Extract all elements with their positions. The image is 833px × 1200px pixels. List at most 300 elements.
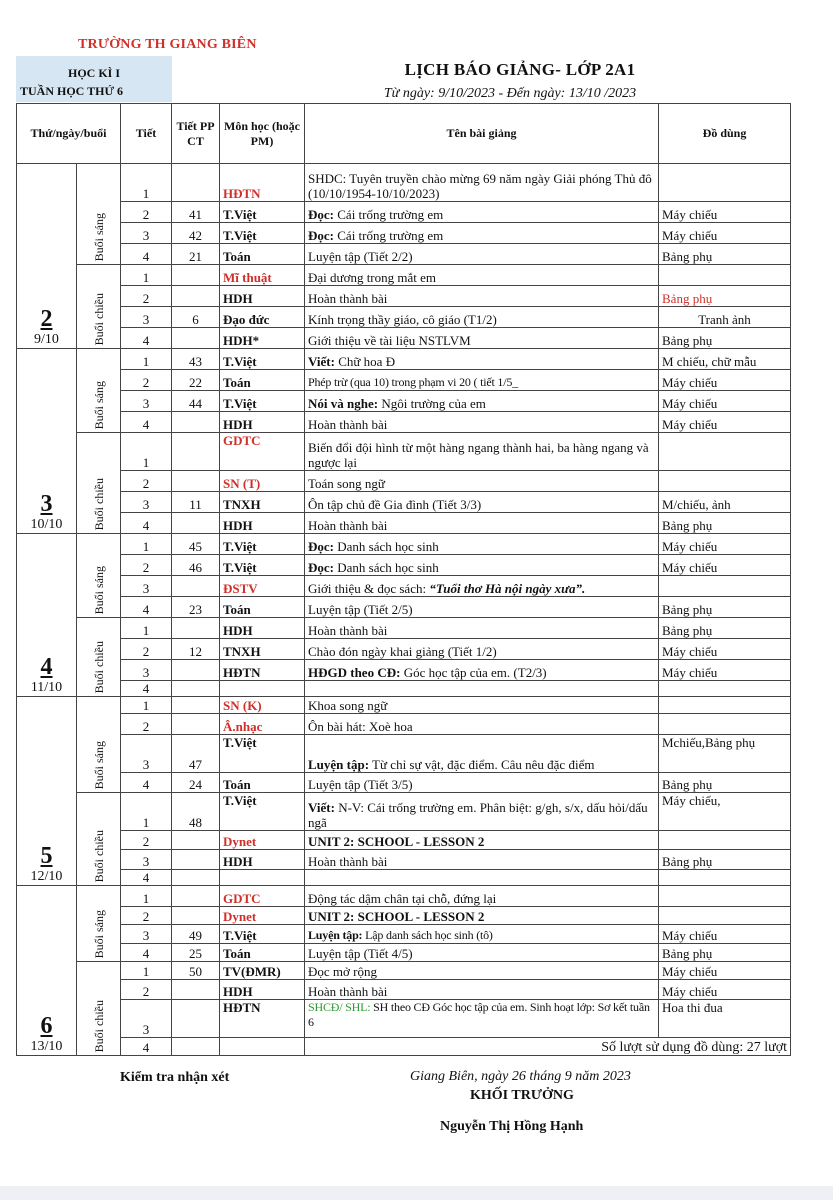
ppct-cell: 49 (172, 925, 220, 944)
equipment-cell (659, 681, 791, 697)
day-cell (17, 349, 77, 534)
book-title: “Tuổi thơ Hà nội ngày xưa”. (429, 581, 586, 596)
subject-cell: HDH (220, 980, 305, 1000)
lesson-label: HĐGD theo CĐ: (308, 665, 401, 680)
lesson-label: Viết: (308, 800, 335, 815)
equipment-cell (659, 576, 791, 597)
ppct-cell: 47 (172, 735, 220, 773)
equipment-cell (659, 831, 791, 850)
ppct-cell (172, 576, 220, 597)
table-row (17, 831, 791, 850)
period-cell: 4 (121, 513, 172, 534)
header-day: Thứ/ngày/buổi (17, 104, 121, 164)
day-cell (17, 534, 77, 697)
table-row (17, 907, 791, 925)
session-label: Buổi chiều (91, 829, 106, 882)
school-name: TRƯỜNG TH GIANG BIÊN (78, 37, 257, 52)
equipment-cell: Máy chiếu (659, 980, 791, 1000)
table-row (17, 962, 791, 980)
equipment-cell: Máy chiếu (659, 412, 791, 433)
session-label: Buổi sáng (91, 909, 106, 958)
equipment-cell: Máy chiếu (659, 391, 791, 412)
lesson-cell: Hoàn thành bài (305, 618, 659, 639)
ppct-cell (172, 850, 220, 870)
session-label: Buổi sáng (91, 565, 106, 614)
lesson-label: Đọc: (308, 539, 334, 554)
table-row (17, 697, 791, 714)
lesson-cell: Hoàn thành bài (305, 513, 659, 534)
equipment-cell: M chiếu, chữ mẫu (659, 349, 791, 370)
subject-cell: Dynet (220, 831, 305, 850)
session-afternoon (77, 265, 121, 349)
period-cell: 2 (121, 980, 172, 1000)
day-number: 2 (40, 306, 53, 332)
lesson-cell: SHCĐ/ SHL: SH theo CĐ Góc học tập của em. Sinh hoạt lớp: Sơ kết tuần 6 (305, 1000, 659, 1038)
equipment-usage-summary: Số lượt sử dụng đồ dùng: 27 lượt (305, 1038, 791, 1056)
session-label: Buổi chiều (91, 640, 106, 693)
lesson-cell: Đại dương trong mắt em (305, 265, 659, 286)
day-number: 6 (40, 1013, 53, 1039)
lesson-cell: Đọc: Danh sách học sinh (305, 534, 659, 555)
period-cell: 3 (121, 735, 172, 773)
period-cell: 2 (121, 286, 172, 307)
period-cell: 2 (121, 639, 172, 660)
ppct-cell: 42 (172, 223, 220, 244)
signer-role: KHỐI TRƯỞNG (470, 1088, 574, 1103)
lesson-cell: Nói và nghe: Ngôi trường của em (305, 391, 659, 412)
equipment-cell (659, 164, 791, 202)
period-cell: 4 (121, 870, 172, 886)
period-cell: 3 (121, 576, 172, 597)
ppct-cell: 48 (172, 793, 220, 831)
period-cell: 1 (121, 164, 172, 202)
session-afternoon (77, 433, 121, 534)
ppct-cell: 25 (172, 944, 220, 962)
period-cell: 2 (121, 202, 172, 223)
equipment-cell: Máy chiếu (659, 534, 791, 555)
table-row (17, 681, 791, 697)
period-cell: 4 (121, 1038, 172, 1056)
equipment-cell: Bảng phụ (659, 773, 791, 793)
table-row (17, 886, 791, 907)
ppct-cell (172, 697, 220, 714)
period-cell: 3 (121, 925, 172, 944)
ppct-cell (172, 513, 220, 534)
table-row (17, 714, 791, 735)
subject-cell (220, 870, 305, 886)
header-ppct: Tiết PP CT (172, 104, 220, 164)
header-lesson: Tên bài giảng (305, 104, 659, 164)
period-cell: 4 (121, 328, 172, 349)
period-cell: 1 (121, 697, 172, 714)
review-label: Kiểm tra nhận xét (120, 1070, 230, 1085)
subject-cell: HDH (220, 412, 305, 433)
day-number: 3 (40, 491, 53, 517)
ppct-cell (172, 870, 220, 886)
subject-cell: TNXH (220, 639, 305, 660)
equipment-cell (659, 907, 791, 925)
table-row (17, 618, 791, 639)
day-date: 10/10 (30, 517, 63, 532)
subject-cell: T.Việt (220, 391, 305, 412)
equipment-cell: Bảng phụ (659, 944, 791, 962)
period-cell: 1 (121, 962, 172, 980)
subject-cell: T.Việt (220, 202, 305, 223)
ppct-cell: 21 (172, 244, 220, 265)
session-label: Buổi sáng (91, 740, 106, 789)
equipment-cell (659, 265, 791, 286)
ppct-cell (172, 618, 220, 639)
table-row (17, 265, 791, 286)
subject-cell: Dynet (220, 907, 305, 925)
ppct-cell (172, 831, 220, 850)
equipment-cell: Bảng phụ (659, 286, 791, 307)
lesson-label: Đọc: (308, 228, 334, 243)
table-row (17, 793, 791, 831)
lesson-label: Viết: (308, 354, 335, 369)
session-label: Buổi chiều (91, 292, 106, 345)
table-row (17, 244, 791, 265)
table-row (17, 576, 791, 597)
ppct-cell: 41 (172, 202, 220, 223)
period-cell: 4 (121, 244, 172, 265)
subject-cell: Mĩ thuật (220, 265, 305, 286)
equipment-cell: Máy chiếu (659, 660, 791, 681)
day-number: 5 (40, 843, 53, 869)
ppct-cell (172, 164, 220, 202)
equipment-cell: Bảng phụ (659, 244, 791, 265)
table-row (17, 223, 791, 244)
lesson-cell: UNIT 2: SCHOOL - LESSON 2 (305, 831, 659, 850)
period-cell: 3 (121, 850, 172, 870)
equipment-cell: Bảng phụ (659, 513, 791, 534)
ppct-cell (172, 328, 220, 349)
lesson-cell: Khoa song ngữ (305, 697, 659, 714)
day-date: 12/10 (30, 869, 63, 884)
session-label: Buổi chiều (91, 477, 106, 530)
period-cell: 2 (121, 370, 172, 391)
ppct-cell: 46 (172, 555, 220, 576)
lesson-cell: Luyện tập (Tiết 4/5) (305, 944, 659, 962)
ppct-cell (172, 907, 220, 925)
subject-cell: T.Việt (220, 555, 305, 576)
equipment-cell (659, 886, 791, 907)
table-row (17, 286, 791, 307)
table-row (17, 639, 791, 660)
equipment-cell: M/chiếu, ảnh (659, 492, 791, 513)
ppct-cell: 23 (172, 597, 220, 618)
subject-cell: ĐSTV (220, 576, 305, 597)
table-row (17, 980, 791, 1000)
lesson-cell: Ôn bài hát: Xoè hoa (305, 714, 659, 735)
subject-cell: HDH (220, 850, 305, 870)
signer-name: Nguyễn Thị Hồng Hạnh (440, 1119, 584, 1134)
table-row (17, 328, 791, 349)
session-label: Buổi sáng (91, 380, 106, 429)
period-cell: 2 (121, 831, 172, 850)
subject-cell (220, 681, 305, 697)
subject-cell: HDH (220, 618, 305, 639)
session-label: Buổi chiều (91, 999, 106, 1052)
subject-cell: Toán (220, 944, 305, 962)
lesson-cell: UNIT 2: SCHOOL - LESSON 2 (305, 907, 659, 925)
ppct-cell (172, 980, 220, 1000)
date-range: Từ ngày: 9/10/2023 - Đến ngày: 13/10 /2023 (383, 86, 637, 101)
lesson-cell (305, 870, 659, 886)
ppct-cell (172, 886, 220, 907)
period-cell: 4 (121, 412, 172, 433)
equipment-cell: Máy chiếu (659, 202, 791, 223)
session-morning (77, 534, 121, 618)
lesson-cell: Hoàn thành bài (305, 286, 659, 307)
period-cell: 1 (121, 793, 172, 831)
lesson-cell: Hoàn thành bài (305, 980, 659, 1000)
period-cell: 1 (121, 534, 172, 555)
period-cell: 2 (121, 907, 172, 925)
period-cell: 3 (121, 307, 172, 328)
semester-label: HỌC KÌ I (67, 66, 120, 80)
day-date: 11/10 (30, 680, 63, 695)
period-cell: 2 (121, 714, 172, 735)
day-cell (17, 697, 77, 886)
lesson-cell: Biến đổi đội hình từ một hàng ngang thành hai, ba hàng ngang và ngược lại (305, 433, 659, 471)
lesson-cell: HĐGD theo CĐ: Góc học tập của em. (T2/3) (305, 660, 659, 681)
period-cell: 3 (121, 660, 172, 681)
period-cell: 3 (121, 1000, 172, 1038)
equipment-cell (659, 471, 791, 492)
equipment-cell (659, 714, 791, 735)
lesson-cell: Chào đón ngày khai giảng (Tiết 1/2) (305, 639, 659, 660)
subject-cell: T.Việt (220, 793, 305, 831)
subject-cell: HĐTN (220, 164, 305, 202)
lesson-cell (305, 681, 659, 697)
equipment-cell: Máy chiếu (659, 925, 791, 944)
table-row (17, 370, 791, 391)
table-row (17, 433, 791, 471)
table-row (17, 597, 791, 618)
subject-cell: SN (K) (220, 697, 305, 714)
table-row (17, 1038, 791, 1056)
ppct-cell (172, 286, 220, 307)
lesson-label: Đọc: (308, 207, 334, 222)
ppct-cell (172, 433, 220, 471)
ppct-cell (172, 660, 220, 681)
ppct-cell: 6 (172, 307, 220, 328)
period-cell: 4 (121, 944, 172, 962)
equipment-cell: Tranh ảnh (659, 307, 791, 328)
table-row (17, 471, 791, 492)
table-row (17, 925, 791, 944)
lesson-cell: Luyện tập (Tiết 2/5) (305, 597, 659, 618)
equipment-cell (659, 870, 791, 886)
day-cell (17, 886, 77, 1056)
table-row (17, 1000, 791, 1038)
lesson-cell: Luyện tập (Tiết 3/5) (305, 773, 659, 793)
session-morning (77, 349, 121, 433)
subject-cell: Toán (220, 244, 305, 265)
lesson-cell: Hoàn thành bài (305, 412, 659, 433)
lesson-cell: Ôn tập chủ đề Gia đình (Tiết 3/3) (305, 492, 659, 513)
subject-cell: T.Việt (220, 534, 305, 555)
subject-cell: HDH (220, 286, 305, 307)
ppct-cell (172, 412, 220, 433)
subject-cell: GDTC (220, 433, 305, 471)
period-cell: 2 (121, 555, 172, 576)
equipment-cell: Mchiếu,Bảng phụ (659, 735, 791, 773)
subject-cell: HDH* (220, 328, 305, 349)
table-row (17, 349, 791, 370)
equipment-cell: Máy chiếu (659, 962, 791, 980)
equipment-cell: Hoa thi đua (659, 1000, 791, 1038)
ppct-cell: 44 (172, 391, 220, 412)
subject-cell: TV(ĐMR) (220, 962, 305, 980)
place-date: Giang Biên, ngày 26 tháng 9 năm 2023 (410, 1069, 631, 1084)
subject-cell: T.Việt (220, 349, 305, 370)
header-subject: Môn học (hoặc PM) (220, 104, 305, 164)
table-row (17, 735, 791, 773)
session-morning (77, 697, 121, 793)
session-afternoon (77, 793, 121, 886)
ppct-cell: 24 (172, 773, 220, 793)
table-row (17, 307, 791, 328)
day-date: 13/10 (30, 1039, 63, 1054)
lesson-cell: Đọc: Cái trống trường em (305, 223, 659, 244)
lesson-cell: Kính trọng thầy giáo, cô giáo (T1/2) (305, 307, 659, 328)
subject-cell: SN (T) (220, 471, 305, 492)
day-cell (17, 164, 77, 349)
lesson-cell: Phép trừ (qua 10) trong phạm vi 20 ( tiết 1/5_ (305, 370, 659, 391)
lesson-cell: Viết: N-V: Cái trống trường em. Phân biệt: g/gh, s/x, dấu hỏi/dấu ngã (305, 793, 659, 831)
ppct-cell (172, 1000, 220, 1038)
schedule-table (16, 103, 791, 1056)
subject-cell: T.Việt (220, 925, 305, 944)
period-cell: 1 (121, 618, 172, 639)
table-row (17, 492, 791, 513)
lesson-cell: Luyện tập (Tiết 2/2) (305, 244, 659, 265)
lesson-label: Luyện tập: (308, 928, 363, 942)
ppct-cell: 11 (172, 492, 220, 513)
lesson-cell: SHDC: Tuyên truyền chào mừng 69 năm ngày Giải phóng Thủ đô (10/10/1954-10/10/2023) (305, 164, 659, 202)
lesson-cell: Đọc mở rộng (305, 962, 659, 980)
ppct-cell: 45 (172, 534, 220, 555)
equipment-cell (659, 433, 791, 471)
period-cell: 1 (121, 349, 172, 370)
subject-cell (220, 1038, 305, 1056)
period-cell: 1 (121, 433, 172, 471)
page-title: LỊCH BÁO GIẢNG- LỚP 2A1 (404, 60, 636, 79)
subject-cell: HĐTN (220, 660, 305, 681)
equipment-cell: Máy chiếu (659, 639, 791, 660)
subject-cell: Toán (220, 773, 305, 793)
day-date: 9/10 (34, 332, 59, 347)
subject-cell: T.Việt (220, 735, 305, 773)
header-equipment: Đồ dùng (659, 104, 791, 164)
day-number: 4 (40, 654, 53, 680)
lesson-cell: Luyện tập: Từ chỉ sự vật, đặc điểm. Câu nêu đặc điểm (305, 735, 659, 773)
session-afternoon (77, 618, 121, 697)
ppct-cell (172, 471, 220, 492)
table-row (17, 391, 791, 412)
session-label: Buổi sáng (91, 212, 106, 261)
ppct-cell (172, 1038, 220, 1056)
footer-bar (0, 1186, 833, 1200)
table-row (17, 534, 791, 555)
subject-cell: Toán (220, 597, 305, 618)
equipment-cell: Máy chiếu (659, 555, 791, 576)
lesson-cell: Toán song ngữ (305, 471, 659, 492)
lesson-label: Nói và nghe: (308, 396, 379, 411)
lesson-cell: Đọc: Danh sách học sinh (305, 555, 659, 576)
lesson-label-green: SHCĐ/ SHL: (308, 1000, 371, 1014)
header-row (17, 104, 791, 164)
subject-cell: GDTC (220, 886, 305, 907)
period-cell: 3 (121, 223, 172, 244)
subject-cell: HĐTN (220, 1000, 305, 1038)
session-afternoon (77, 962, 121, 1056)
equipment-cell: Máy chiếu (659, 223, 791, 244)
equipment-cell: Máy chiếu, (659, 793, 791, 831)
lesson-cell: Giới thiệu & đọc sách: “Tuổi thơ Hà nội ngày xưa”. (305, 576, 659, 597)
table-row (17, 773, 791, 793)
ppct-cell: 43 (172, 349, 220, 370)
lesson-label: Luyện tập: (308, 757, 370, 772)
subject-cell: TNXH (220, 492, 305, 513)
subject-cell: HDH (220, 513, 305, 534)
table-row (17, 164, 791, 202)
subject-cell: Đạo đức (220, 307, 305, 328)
period-cell: 1 (121, 886, 172, 907)
table-row (17, 660, 791, 681)
table-row (17, 870, 791, 886)
lesson-label: Đọc: (308, 560, 334, 575)
ppct-cell (172, 681, 220, 697)
lesson-cell: Đọc: Cái trống trường em (305, 202, 659, 223)
week-label: TUẦN HỌC THỨ 6 (20, 84, 124, 98)
equipment-cell: Bảng phụ (659, 597, 791, 618)
equipment-cell: Máy chiếu (659, 370, 791, 391)
session-morning (77, 164, 121, 265)
lesson-cell: Luyện tập: Lập danh sách học sinh (tô) (305, 925, 659, 944)
period-cell: 1 (121, 265, 172, 286)
ppct-cell: 50 (172, 962, 220, 980)
ppct-cell: 22 (172, 370, 220, 391)
period-cell: 3 (121, 391, 172, 412)
lesson-cell: Động tác dậm chân tại chỗ, đứng lại (305, 886, 659, 907)
ppct-cell (172, 714, 220, 735)
subject-cell: Toán (220, 370, 305, 391)
header-period: Tiết (121, 104, 172, 164)
period-cell: 4 (121, 597, 172, 618)
ppct-cell: 12 (172, 639, 220, 660)
equipment-cell (659, 697, 791, 714)
table-row (17, 944, 791, 962)
table-row (17, 850, 791, 870)
equipment-cell: Bảng phụ (659, 328, 791, 349)
table-row (17, 202, 791, 223)
lesson-cell: Viết: Chữ hoa Đ (305, 349, 659, 370)
period-cell: 4 (121, 681, 172, 697)
period-cell: 4 (121, 773, 172, 793)
lesson-cell: Giới thiệu về tài liệu NSTLVM (305, 328, 659, 349)
table-row (17, 412, 791, 433)
table-row (17, 555, 791, 576)
ppct-cell (172, 265, 220, 286)
subject-cell: Â.nhạc (220, 714, 305, 735)
subject-cell: T.Việt (220, 223, 305, 244)
session-morning (77, 886, 121, 962)
equipment-cell: Bảng phụ (659, 850, 791, 870)
period-cell: 2 (121, 471, 172, 492)
